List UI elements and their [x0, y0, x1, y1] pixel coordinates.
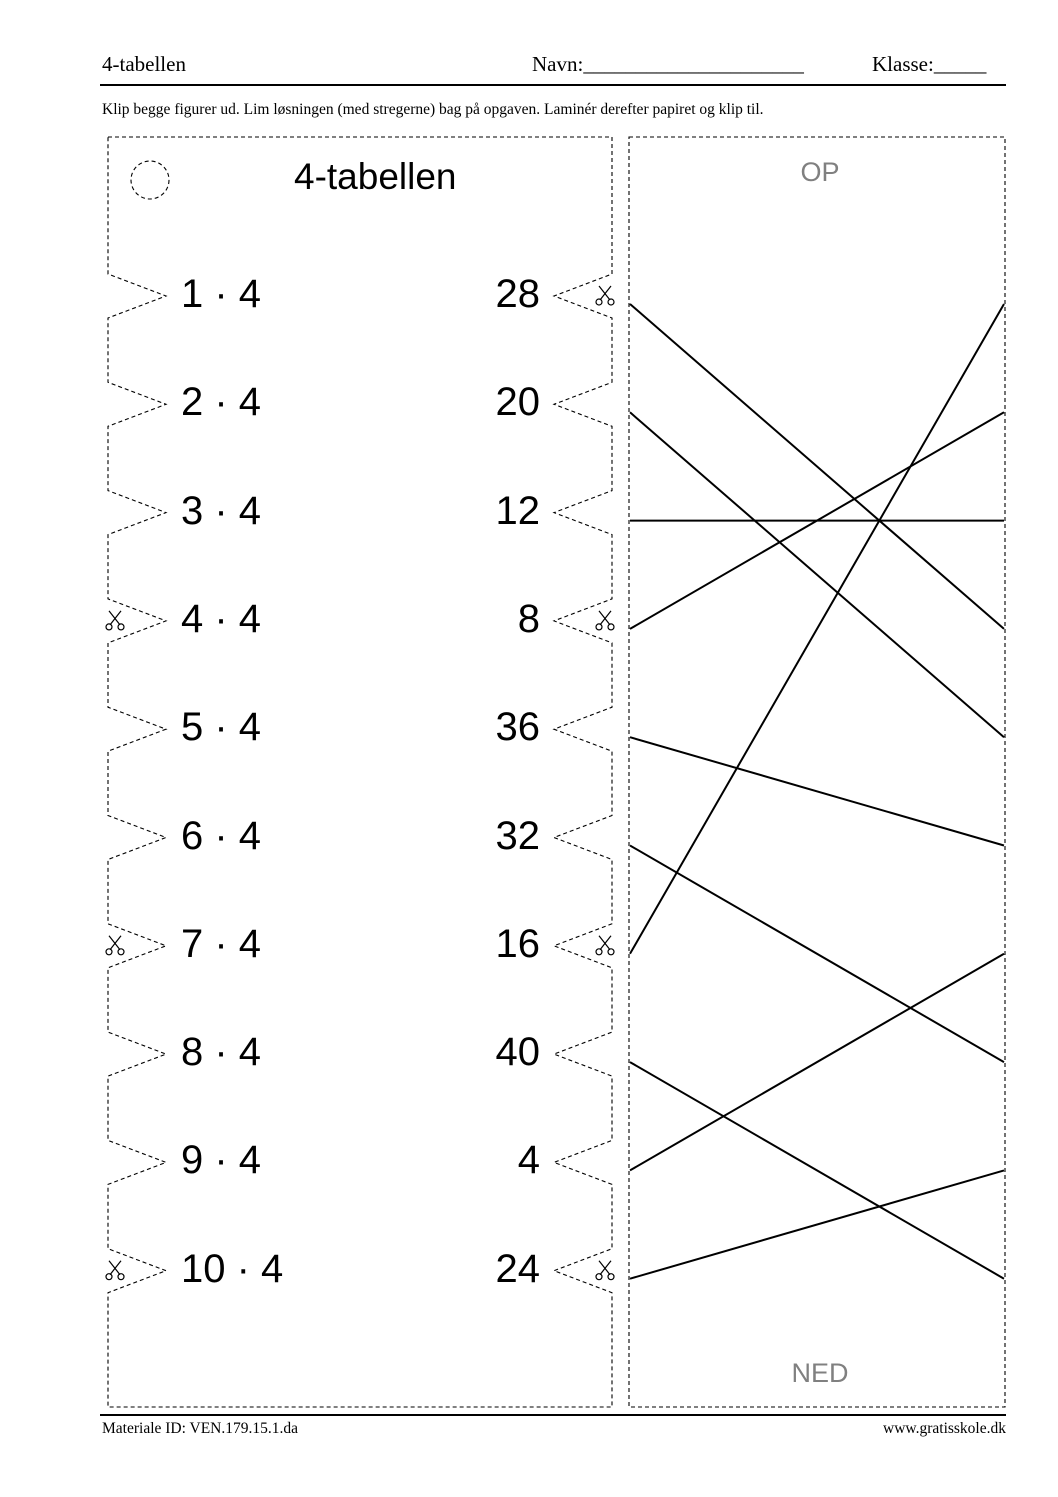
top-label: OP	[800, 157, 840, 187]
scissors-icon	[596, 1261, 614, 1280]
solution-line	[630, 1170, 1004, 1278]
answer-value: 4	[517, 1138, 540, 1183]
multiplication-expression: 5 · 4	[181, 705, 262, 750]
answer-value: 8	[517, 596, 540, 641]
answer-value: 28	[495, 272, 540, 316]
answer-value: 32	[495, 813, 540, 858]
multiplication-expression: 1 · 4	[181, 272, 262, 316]
multiplication-expression: 9 · 4	[181, 1138, 262, 1183]
solution-line	[630, 1062, 1004, 1279]
answer-value: 20	[495, 380, 540, 425]
solution-line	[630, 846, 1004, 1063]
task-card-border	[108, 137, 612, 1407]
scissors-icon	[596, 936, 614, 955]
multiplication-expression: 8 · 4	[181, 1030, 262, 1075]
answer-value: 12	[495, 488, 540, 533]
task-card-outline	[108, 137, 612, 1407]
multiplication-expression: 10 · 4	[181, 1246, 284, 1291]
bottom-label: NED	[791, 1358, 849, 1388]
header-title: 4-tabellen	[102, 52, 186, 76]
solution-line	[630, 304, 1004, 954]
website-link: www.gratisskole.dk	[883, 1420, 1006, 1437]
name-field-label: Navn:_____________________	[532, 52, 804, 76]
footer-rule	[100, 1414, 1006, 1416]
multiplication-expression: 3 · 4	[181, 488, 262, 533]
multiplication-expression: 7 · 4	[181, 921, 262, 966]
material-id: Materiale ID: VEN.179.15.1.da	[102, 1420, 298, 1437]
solution-lines	[630, 304, 1004, 1279]
scissors-icon	[106, 936, 124, 955]
scissors-icons	[106, 286, 614, 1280]
multiplication-expression: 4 · 4	[181, 596, 262, 641]
solution-line	[630, 954, 1004, 1171]
card-title: 4-tabellen	[294, 156, 457, 197]
answer-value: 36	[495, 705, 540, 750]
scissors-icon	[596, 286, 614, 305]
multiplication-expression: 2 · 4	[181, 380, 262, 425]
solution-line	[630, 304, 1004, 629]
punch-hole-icon	[131, 161, 169, 199]
answer-value: 16	[495, 921, 540, 966]
class-field-label: Klasse:_____	[872, 52, 987, 76]
answer-value: 24	[495, 1246, 540, 1291]
solution-card-border	[629, 137, 1005, 1407]
multiplication-expression: 6 · 4	[181, 813, 262, 858]
solution-line	[630, 412, 1004, 737]
solution-line	[630, 737, 1004, 845]
scissors-icon	[106, 1261, 124, 1280]
answer-value: 40	[495, 1030, 540, 1075]
solution-card-outline	[629, 137, 1005, 1407]
instruction-text: Klip begge figurer ud. Lim løsningen (med stregerne) bag på opgaven. Laminér derefter papiret og klip til.	[102, 101, 764, 118]
scissors-icon	[596, 611, 614, 630]
scissors-icon	[106, 611, 124, 630]
